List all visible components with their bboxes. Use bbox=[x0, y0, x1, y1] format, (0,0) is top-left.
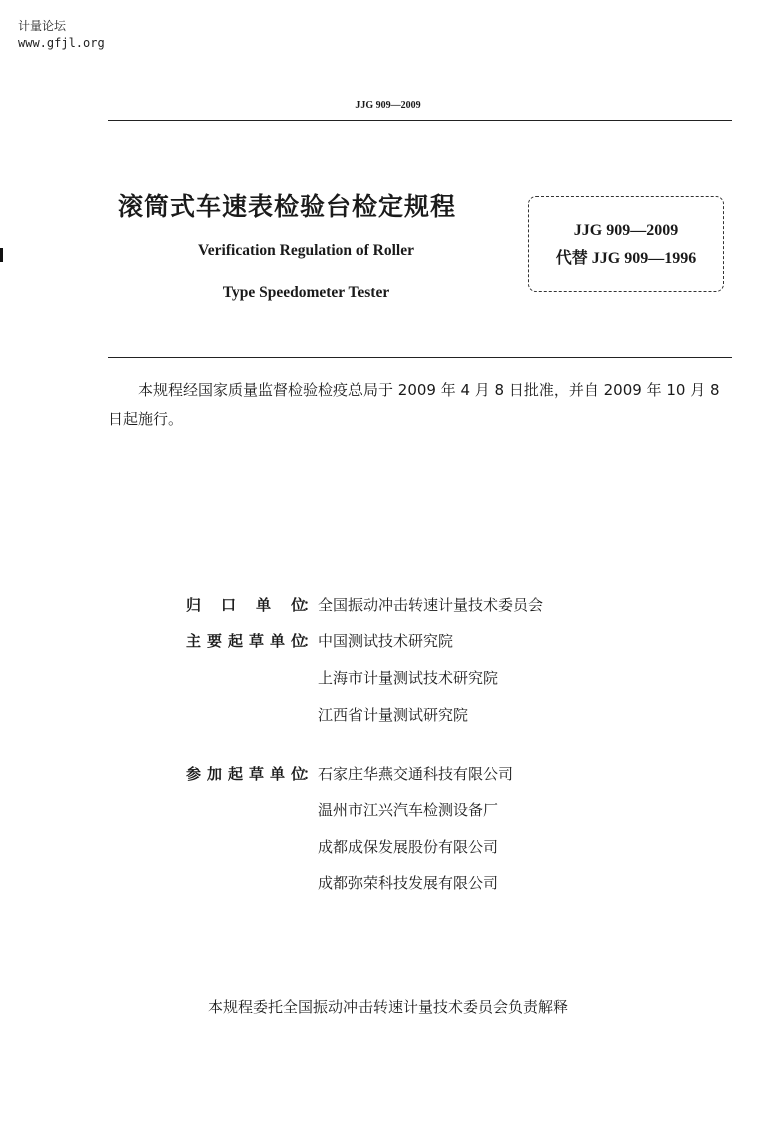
colon: ： bbox=[303, 765, 319, 783]
main-drafting-unit: 江西省计量测试研究院 bbox=[318, 706, 469, 724]
replaced-standard: 代替 JJG 909—1996 bbox=[555, 250, 697, 267]
colon: ： bbox=[303, 632, 319, 650]
section-rule bbox=[108, 357, 732, 358]
standard-code: JJG 909—2009 bbox=[573, 222, 679, 239]
title-english-line-2: Type Speedometer Tester bbox=[222, 284, 390, 301]
header-rule bbox=[108, 120, 732, 121]
watermark-site-name: 计量论坛 bbox=[18, 19, 67, 33]
responsible-unit: 全国振动冲击转速计量技术委员会 bbox=[318, 596, 544, 614]
responsible-unit-label: 归口单位 bbox=[186, 596, 306, 614]
standard-code-box bbox=[528, 196, 724, 292]
approval-statement: 本规程经国家质量监督检验检疫总局于 2009 年 4 月 8 日批准，并自 2009 年 10 月 8 日起施行。 bbox=[108, 381, 720, 428]
participating-unit: 成都成保发展股份有限公司 bbox=[318, 838, 499, 856]
participating-drafting-label: 参加起草单位 bbox=[186, 765, 306, 783]
main-drafting-unit: 中国测试技术研究院 bbox=[318, 632, 454, 650]
watermark bbox=[18, 18, 105, 52]
participating-unit: 温州市江兴汽车检测设备厂 bbox=[318, 801, 499, 819]
scan-edge-mark bbox=[0, 248, 3, 262]
running-header-code: JJG 909—2009 bbox=[355, 100, 421, 111]
title-english-line-1: Verification Regulation of Roller bbox=[198, 242, 414, 259]
title-chinese: 滚筒式车速表检验台检定规程 bbox=[118, 192, 457, 221]
interpretation-note: 本规程委托全国振动冲击转速计量技术委员会负责解释 bbox=[207, 998, 568, 1016]
main-drafting-label: 主要起草单位 bbox=[186, 632, 306, 650]
watermark-url: www.gfjl.org bbox=[18, 36, 105, 50]
participating-unit: 石家庄华燕交通科技有限公司 bbox=[318, 765, 514, 783]
main-drafting-unit: 上海市计量测试技术研究院 bbox=[318, 669, 499, 687]
colon: ： bbox=[303, 596, 319, 614]
participating-unit: 成都弥荣科技发展有限公司 bbox=[318, 874, 499, 892]
